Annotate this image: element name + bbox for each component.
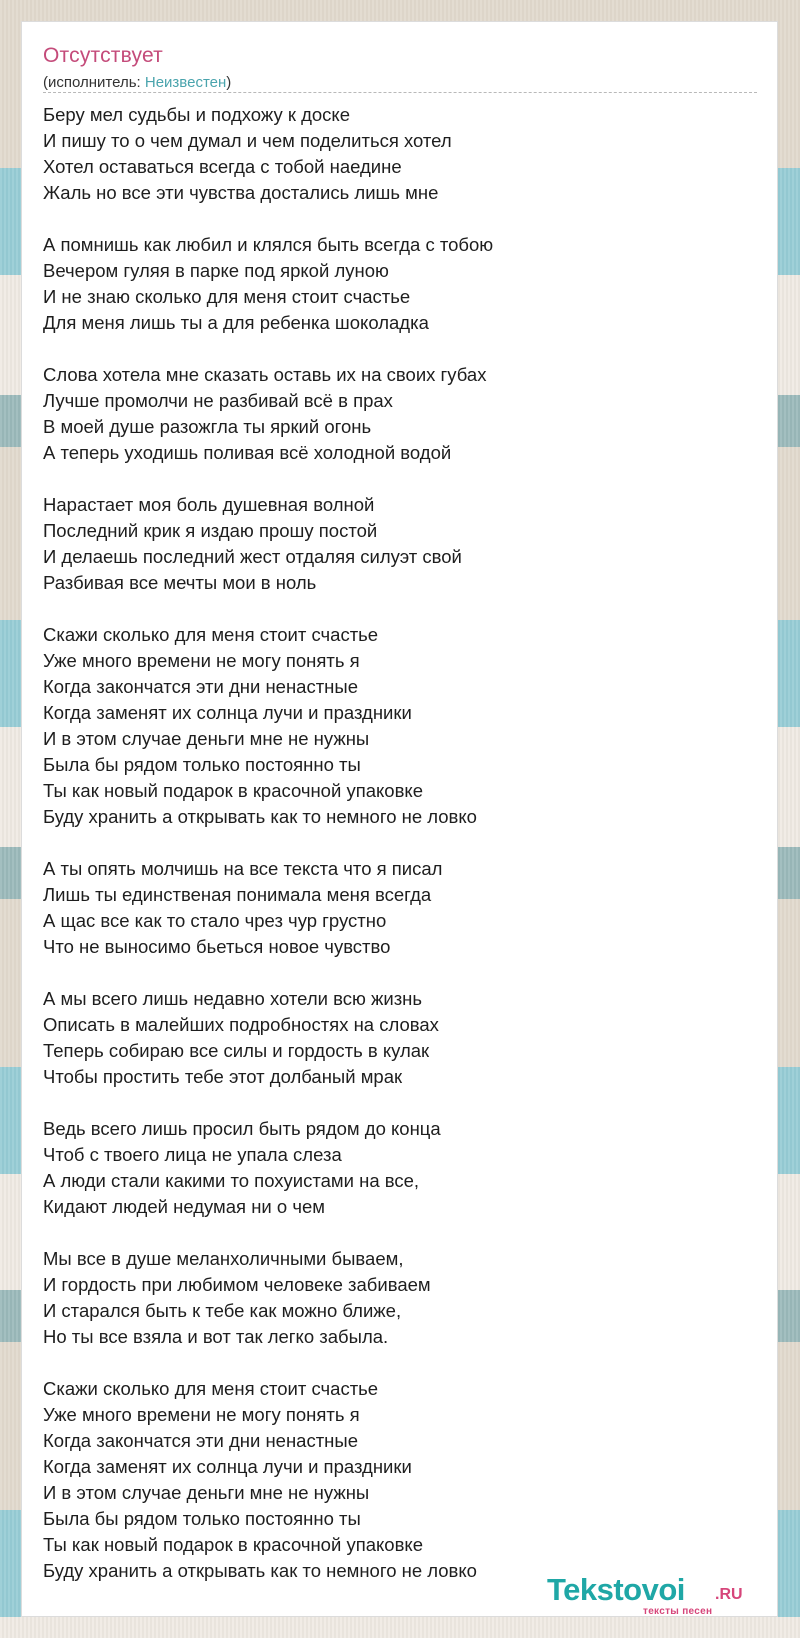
- lyrics-stanza: [43, 1116, 757, 1220]
- lyrics-line: Беру мел судьбы и подхожу к доске: [43, 104, 351, 125]
- logo-tagline: тексты песен: [643, 1606, 713, 1617]
- lyrics-line: И старался быть к тебе как можно ближе,: [43, 1300, 402, 1321]
- lyrics-line: Лучше промолчи не разбивай всё в прах: [43, 390, 393, 411]
- lyrics-line: А щас все как то стало чрез чур грустно: [43, 910, 387, 931]
- lyrics-line: Вечером гуляя в парке под яркой луною: [43, 260, 389, 281]
- lyrics-text: [43, 102, 757, 1610]
- lyrics-stanza: [43, 986, 757, 1090]
- lyrics-line: И делаешь последний жест отдаляя силуэт свой: [43, 546, 462, 567]
- lyrics-line: Ведь всего лишь просил быть рядом до конца: [43, 1118, 441, 1139]
- lyrics-line: А помнишь как любил и клялся быть всегда с тобою: [43, 234, 494, 255]
- lyrics-line: Лишь ты единственая понимала меня всегда: [43, 884, 432, 905]
- lyrics-line: Нарастает моя боль душевная волной: [43, 494, 375, 515]
- lyrics-line: Разбивая все мечты мои в ноль: [43, 572, 317, 593]
- lyrics-line: А люди стали какими то похуистами на все,: [43, 1170, 420, 1191]
- lyrics-line: А мы всего лишь недавно хотели всю жизнь: [43, 988, 423, 1009]
- lyrics-line: Жаль но все эти чувства достались лишь мне: [43, 182, 439, 203]
- lyrics-line: Ты как новый подарок в красочной упаковке: [43, 780, 424, 801]
- lyrics-line: Для меня лишь ты а для ребенка шоколадка: [43, 312, 429, 333]
- lyrics-stanza: [43, 1376, 757, 1584]
- lyrics-line: Скажи сколько для меня стоит счастье: [43, 1378, 379, 1399]
- lyrics-line: Хотел оставаться всегда с тобой наедине: [43, 156, 402, 177]
- lyrics-line: Слова хотела мне сказать оставь их на своих губах: [43, 364, 487, 385]
- title-divider: [43, 92, 757, 93]
- site-logo[interactable]: [547, 1572, 777, 1618]
- lyrics-stanza: [43, 856, 757, 960]
- lyrics-card: [21, 21, 778, 1617]
- background-band: [0, 1617, 800, 1638]
- lyrics-line: А ты опять молчишь на все текста что я писал: [43, 858, 443, 879]
- lyrics-line: Буду хранить а открывать как то немного не ловко: [43, 806, 477, 827]
- lyrics-stanza: [43, 102, 757, 206]
- lyrics-stanza: [43, 622, 757, 830]
- artist-line: [43, 74, 231, 91]
- artist-suffix: ): [226, 74, 232, 91]
- lyrics-line: Описать в малейших подробностях на словах: [43, 1014, 439, 1035]
- lyrics-line: Мы все в душе меланхоличными бываем,: [43, 1248, 404, 1269]
- lyrics-line: Последний крик я издаю прошу постой: [43, 520, 378, 541]
- lyrics-line: Когда заменят их солнца лучи и праздники: [43, 1456, 412, 1477]
- lyrics-line: Уже много времени не могу понять я: [43, 650, 360, 671]
- artist-prefix: (исполнитель:: [43, 74, 145, 91]
- lyrics-line: Когда заменят их солнца лучи и праздники: [43, 702, 412, 723]
- lyrics-line: Когда закончатся эти дни ненастные: [43, 676, 358, 697]
- lyrics-line: Ты как новый подарок в красочной упаковке: [43, 1534, 424, 1555]
- lyrics-line: Была бы рядом только постоянно ты: [43, 754, 361, 775]
- lyrics-line: И не знаю сколько для меня стоит счастье: [43, 286, 411, 307]
- logo-domain: .RU: [715, 1586, 743, 1603]
- lyrics-line: Буду хранить а открывать как то немного не ловко: [43, 1560, 477, 1581]
- lyrics-line: Уже много времени не могу понять я: [43, 1404, 360, 1425]
- lyrics-line: Была бы рядом только постоянно ты: [43, 1508, 361, 1529]
- lyrics-line: Чтобы простить тебе этот долбаный мрак: [43, 1066, 403, 1087]
- lyrics-stanza: [43, 232, 757, 336]
- lyrics-line: Когда закончатся эти дни ненастные: [43, 1430, 358, 1451]
- lyrics-line: Скажи сколько для меня стоит счастье: [43, 624, 379, 645]
- artist-link[interactable]: Неизвестен: [144, 74, 227, 91]
- lyrics-line: И в этом случае деньги мне не нужны: [43, 1482, 370, 1503]
- lyrics-line: Чтоб с твоего лица не упала слеза: [43, 1144, 342, 1165]
- lyrics-line: И пишу то о чем думал и чем поделиться хотел: [43, 130, 452, 151]
- lyrics-line: Но ты все взяла и вот так легко забыла.: [43, 1326, 389, 1347]
- logo-wordmark: Tekstovoi: [547, 1572, 685, 1607]
- lyrics-line: А теперь уходишь поливая всё холодной водой: [43, 442, 452, 463]
- lyrics-stanza: [43, 362, 757, 466]
- lyrics-line: И в этом случае деньги мне не нужны: [43, 728, 370, 749]
- lyrics-line: Кидают людей недумая ни о чем: [43, 1196, 325, 1217]
- lyrics-stanza: [43, 1246, 757, 1350]
- song-title: Отсутствует: [43, 44, 163, 67]
- lyrics-line: Что не выносимо бьеться новое чувство: [43, 936, 391, 957]
- lyrics-stanza: [43, 492, 757, 596]
- lyrics-line: И гордость при любимом человеке забиваем: [43, 1274, 431, 1295]
- lyrics-line: Теперь собираю все силы и гордость в кулак: [43, 1040, 430, 1061]
- lyrics-line: В моей душе разожгла ты яркий огонь: [43, 416, 372, 437]
